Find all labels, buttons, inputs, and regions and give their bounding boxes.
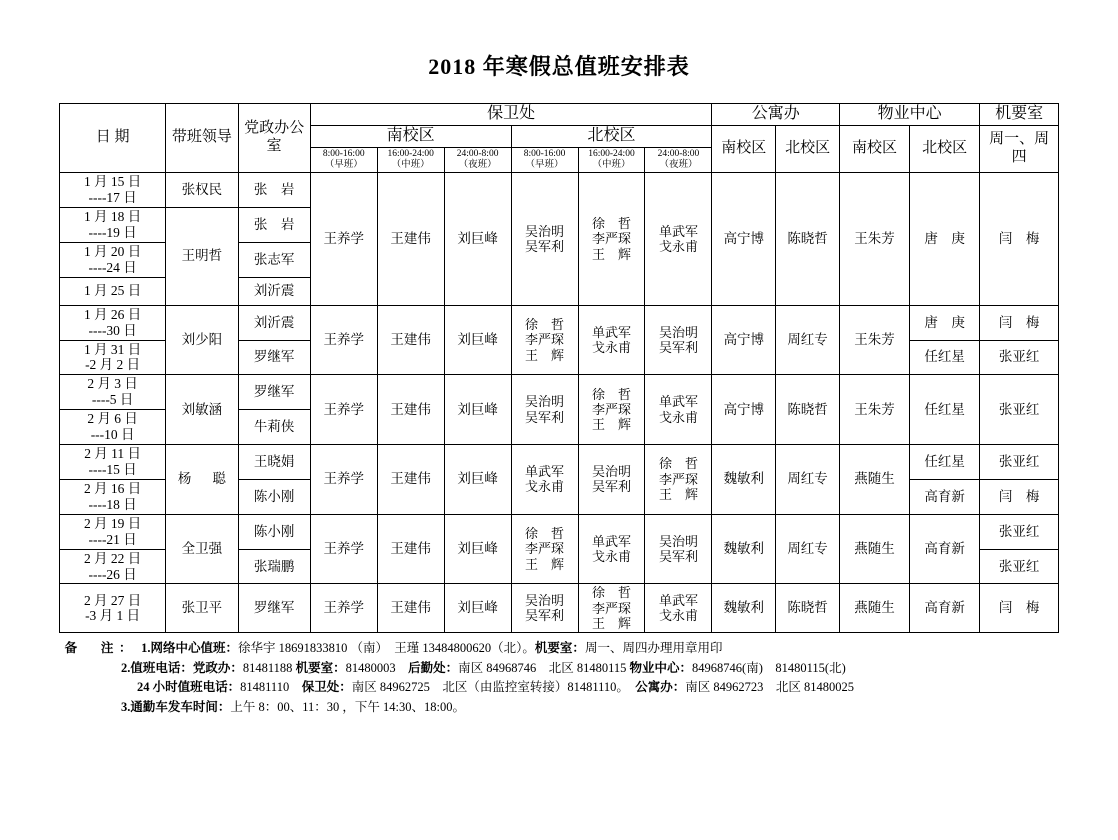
table-row <box>60 514 1059 549</box>
property-north-split <box>910 445 979 514</box>
header-property-south: 南校区 <box>839 125 909 172</box>
cell-security-north-0: 单武军 戈永甫 <box>511 445 578 515</box>
cell-party-office: 陈小刚 <box>238 514 310 549</box>
note-3-text-2: 南区 84962725 北区（由监控室转接）81481110。 <box>351 680 636 695</box>
note-2-bold-4: 物业中心： <box>629 660 693 675</box>
cell-security-north-1: 徐 哲 李严琛 王 辉 <box>578 173 645 306</box>
cell-party-office: 陈小刚 <box>238 479 310 514</box>
cell-apartment-north: 周红专 <box>776 445 840 515</box>
property-north-split-cell: 任红星 <box>924 349 965 365</box>
header-leader <box>166 104 238 173</box>
note-2-text-4: 84968746(南) 81480115(北) <box>692 660 846 675</box>
header-shift-north-morning: 8:00-16:00 （早班） <box>511 147 578 172</box>
cell-date: 2 月 19 日 ----21 日 <box>60 514 166 549</box>
note-line-3 <box>59 678 1059 697</box>
cell-party-office: 牛莉侠 <box>238 410 310 445</box>
header-shift-north-mid: 16:00-24:00 （中班） <box>578 147 645 172</box>
note-2-text-1: 81481188 <box>242 660 296 675</box>
cell-security-south-0: 王养学 <box>310 584 377 633</box>
cell-party-office: 刘沂震 <box>238 277 310 305</box>
property-north-split <box>910 306 979 375</box>
cell-security-south-0: 王养学 <box>310 305 377 375</box>
cell-confidential: 闫 梅 <box>980 584 1059 633</box>
confidential-split-cell: 张亚红 <box>998 349 1040 365</box>
cell-property-south: 燕随生 <box>839 584 909 633</box>
cell-property-north: 高育新 <box>910 514 980 584</box>
cell-security-north-0: 徐 哲 李严琛 王 辉 <box>511 305 578 375</box>
cell-leader: 杨 聪 <box>166 445 238 515</box>
cell-property-north: 任红星 <box>910 375 980 445</box>
cell-security-south-2: 刘巨峰 <box>444 173 511 306</box>
table-row <box>60 173 1059 208</box>
cell-date: 2 月 3 日 ----5 日 <box>60 375 166 410</box>
cell-party-office: 罗继军 <box>238 584 310 633</box>
note-3-text-3: 南区 84962723 北区 81480025 <box>685 680 854 695</box>
cell-date: 2 月 22 日 ----26 日 <box>60 549 166 584</box>
cell-security-north-0: 吴治明 吴军利 <box>511 173 578 306</box>
cell-confidential: 闫 梅 <box>980 173 1059 306</box>
cell-apartment-north: 陈晓哲 <box>776 173 840 306</box>
cell-property-south: 王朱芳 <box>839 375 909 445</box>
confidential-split-cell: 张亚红 <box>998 558 1040 574</box>
note-1-bold-1: 网络中心值班： <box>150 641 239 656</box>
cell-party-office: 张 岩 <box>238 173 310 208</box>
header-property-north: 北校区 <box>910 125 980 172</box>
cell-security-south-1: 王建伟 <box>377 173 444 306</box>
cell-date: 1 月 20 日 ----24 日 <box>60 242 166 277</box>
note-2-bold-2: 机要室： <box>295 660 346 675</box>
header-shift-south-night: 24:00-8:00 （夜班） <box>444 147 511 172</box>
cell-date: 2 月 16 日 ----18 日 <box>60 479 166 514</box>
page-title: 2018 年寒假总值班安排表 <box>428 54 690 79</box>
confidential-split-cell: 闫 梅 <box>998 488 1040 504</box>
cell-property-north: 高育新 <box>910 584 980 633</box>
cell-property-north <box>910 445 980 515</box>
cell-confidential: 张亚红 <box>980 375 1059 445</box>
note-2-text-3: 南区 84968746 北区 81480115 <box>458 660 630 675</box>
cell-security-south-1: 王建伟 <box>377 305 444 375</box>
note-line-2 <box>59 659 1059 678</box>
cell-property-south: 燕随生 <box>839 514 909 584</box>
notes-section <box>59 639 1059 717</box>
header-security-south: 南校区 <box>310 125 511 147</box>
cell-party-office: 刘沂震 <box>238 305 310 340</box>
note-2-number: 2. <box>121 660 131 675</box>
confidential-split-cell: 张亚红 <box>980 445 1058 479</box>
cell-date: 1 月 26 日 ----30 日 <box>60 305 166 340</box>
header-property-center: 物业中心 <box>839 104 979 126</box>
cell-security-north-2: 单武军 戈永甫 <box>645 173 712 306</box>
confidential-split <box>980 306 1058 375</box>
cell-leader: 全卫强 <box>166 514 238 584</box>
cell-security-north-0: 吴治明 吴军利 <box>511 375 578 445</box>
note-line-1 <box>59 639 1059 658</box>
cell-security-south-2: 刘巨峰 <box>444 375 511 445</box>
property-north-split-cell: 任红星 <box>910 445 979 479</box>
cell-property-south: 王朱芳 <box>839 173 909 306</box>
cell-leader: 王明哲 <box>166 208 238 306</box>
cell-security-south-0: 王养学 <box>310 375 377 445</box>
note-4-text-1: 上午 8：00、11：30 ，下午 14:30、18:00。 <box>230 699 465 714</box>
cell-apartment-south: 魏敏利 <box>712 584 776 633</box>
cell-party-office: 王晓娟 <box>238 445 310 480</box>
header-apartment-south: 南校区 <box>712 125 776 172</box>
note-4-number: 3. <box>121 699 131 714</box>
cell-security-south-0: 王养学 <box>310 445 377 515</box>
cell-leader: 张权民 <box>166 173 238 208</box>
cell-leader: 张卫平 <box>166 584 238 633</box>
cell-confidential <box>980 445 1059 515</box>
roster-body <box>60 173 1059 633</box>
cell-security-south-1: 王建伟 <box>377 375 444 445</box>
table-row <box>60 305 1059 340</box>
note-3-bold-1: 24 小时值班电话： <box>137 680 241 695</box>
note-1-text-2: 周一、周四办理用章用印 <box>584 641 723 656</box>
header-date: 日 期 <box>60 104 166 173</box>
cell-security-north-2: 单武军 戈永甫 <box>645 584 712 633</box>
cell-security-north-2: 徐 哲 李严琛 王 辉 <box>645 445 712 515</box>
header-shift-south-mid: 16:00-24:00 （中班） <box>377 147 444 172</box>
cell-date: 1 月 31 日 -2 月 2 日 <box>60 340 166 375</box>
cell-party-office: 张 岩 <box>238 208 310 243</box>
cell-leader: 刘少阳 <box>166 305 238 375</box>
header-shift-north-night: 24:00-8:00 （夜班） <box>645 147 712 172</box>
duty-roster-table <box>59 103 1059 633</box>
cell-apartment-north: 陈晓哲 <box>776 584 840 633</box>
cell-confidential <box>980 514 1059 584</box>
cell-date: 1 月 25 日 <box>60 277 166 305</box>
cell-date: 2 月 6 日 ---10 日 <box>60 410 166 445</box>
cell-apartment-south: 魏敏利 <box>712 514 776 584</box>
cell-property-south: 王朱芳 <box>839 305 909 375</box>
cell-party-office: 罗继军 <box>238 375 310 410</box>
header-leader-text: 带班领导 <box>171 129 232 146</box>
table-row <box>60 584 1059 633</box>
cell-party-office: 罗继军 <box>238 340 310 375</box>
cell-apartment-south: 高宁博 <box>712 305 776 375</box>
cell-apartment-north: 周红专 <box>776 514 840 584</box>
note-1-text-1: 徐华宇 18691833810 （南） 王瑾 13484800620（北）。 <box>238 641 535 656</box>
header-party-office <box>238 104 310 173</box>
cell-security-south-1: 王建伟 <box>377 584 444 633</box>
cell-security-south-2: 刘巨峰 <box>444 305 511 375</box>
note-3-bold-2: 保卫处： <box>301 680 352 695</box>
cell-security-south-0: 王养学 <box>310 173 377 306</box>
note-2-bold-3: 后勤处： <box>408 660 459 675</box>
cell-apartment-north: 周红专 <box>776 305 840 375</box>
cell-confidential <box>980 305 1059 375</box>
cell-security-north-1: 单武军 戈永甫 <box>578 514 645 584</box>
cell-apartment-south: 高宁博 <box>712 173 776 306</box>
note-1-bold-2: 机要室： <box>534 641 585 656</box>
note-3-text-1: 81481110 <box>240 680 302 695</box>
cell-party-office: 张志军 <box>238 242 310 277</box>
cell-security-south-0: 王养学 <box>310 514 377 584</box>
header-apartment-office: 公寓办 <box>712 104 840 126</box>
note-1-number: 1. <box>141 641 151 656</box>
header-apartment-north: 北校区 <box>776 125 840 172</box>
cell-security-south-1: 王建伟 <box>377 445 444 515</box>
note-line-4 <box>59 698 1059 717</box>
cell-security-north-0: 徐 哲 李严琛 王 辉 <box>511 514 578 584</box>
cell-security-south-2: 刘巨峰 <box>444 584 511 633</box>
cell-apartment-south: 高宁博 <box>712 375 776 445</box>
header-shift-south-morning: 8:00-16:00 （早班） <box>310 147 377 172</box>
cell-date: 2 月 11 日 ----15 日 <box>60 445 166 480</box>
confidential-split-cell: 闫 梅 <box>980 306 1058 340</box>
table-row <box>60 445 1059 480</box>
cell-security-south-1: 王建伟 <box>377 514 444 584</box>
cell-property-north <box>910 305 980 375</box>
note-2-text-2: 81480003 <box>345 660 409 675</box>
cell-security-north-2: 吴治明 吴军利 <box>645 305 712 375</box>
note-4-bold-1: 通勤车发车时间： <box>130 699 231 714</box>
cell-security-north-1: 徐 哲 李严琛 王 辉 <box>578 375 645 445</box>
header-confidential-days: 周一、周四 <box>980 125 1059 172</box>
header-party-office-text: 党政办公室 <box>244 120 305 155</box>
cell-security-north-1: 单武军 戈永甫 <box>578 305 645 375</box>
page-root <box>0 50 1118 840</box>
confidential-split <box>980 445 1058 514</box>
note-3-bold-3: 公寓办： <box>635 680 686 695</box>
cell-apartment-south: 魏敏利 <box>712 445 776 515</box>
header-security: 保卫处 <box>310 104 712 126</box>
cell-date: 1 月 15 日 ----17 日 <box>60 173 166 208</box>
cell-security-north-1: 徐 哲 李严琛 王 辉 <box>578 584 645 633</box>
property-north-split-cell: 唐 庚 <box>910 306 979 340</box>
cell-property-north: 唐 庚 <box>910 173 980 306</box>
notes-label: 备 注： <box>64 641 138 656</box>
confidential-split <box>980 515 1058 584</box>
cell-security-north-1: 吴治明 吴军利 <box>578 445 645 515</box>
cell-security-south-2: 刘巨峰 <box>444 514 511 584</box>
cell-security-south-2: 刘巨峰 <box>444 445 511 515</box>
header-security-north: 北校区 <box>511 125 712 147</box>
cell-leader: 刘敏涵 <box>166 375 238 445</box>
cell-security-north-2: 吴治明 吴军利 <box>645 514 712 584</box>
table-row <box>60 375 1059 410</box>
cell-party-office: 张瑞鹏 <box>238 549 310 584</box>
note-2-bold-1: 值班电话：党政办： <box>130 660 243 675</box>
cell-date: 1 月 18 日 ----19 日 <box>60 208 166 243</box>
header-confidential-room: 机要室 <box>980 104 1059 126</box>
cell-date: 2 月 27 日 -3 月 1 日 <box>60 584 166 633</box>
property-north-split-cell: 高育新 <box>924 488 965 504</box>
cell-property-south: 燕随生 <box>839 445 909 515</box>
cell-apartment-north: 陈晓哲 <box>776 375 840 445</box>
cell-security-north-2: 单武军 戈永甫 <box>645 375 712 445</box>
cell-security-north-0: 吴治明 吴军利 <box>511 584 578 633</box>
confidential-split-cell: 张亚红 <box>980 515 1058 549</box>
